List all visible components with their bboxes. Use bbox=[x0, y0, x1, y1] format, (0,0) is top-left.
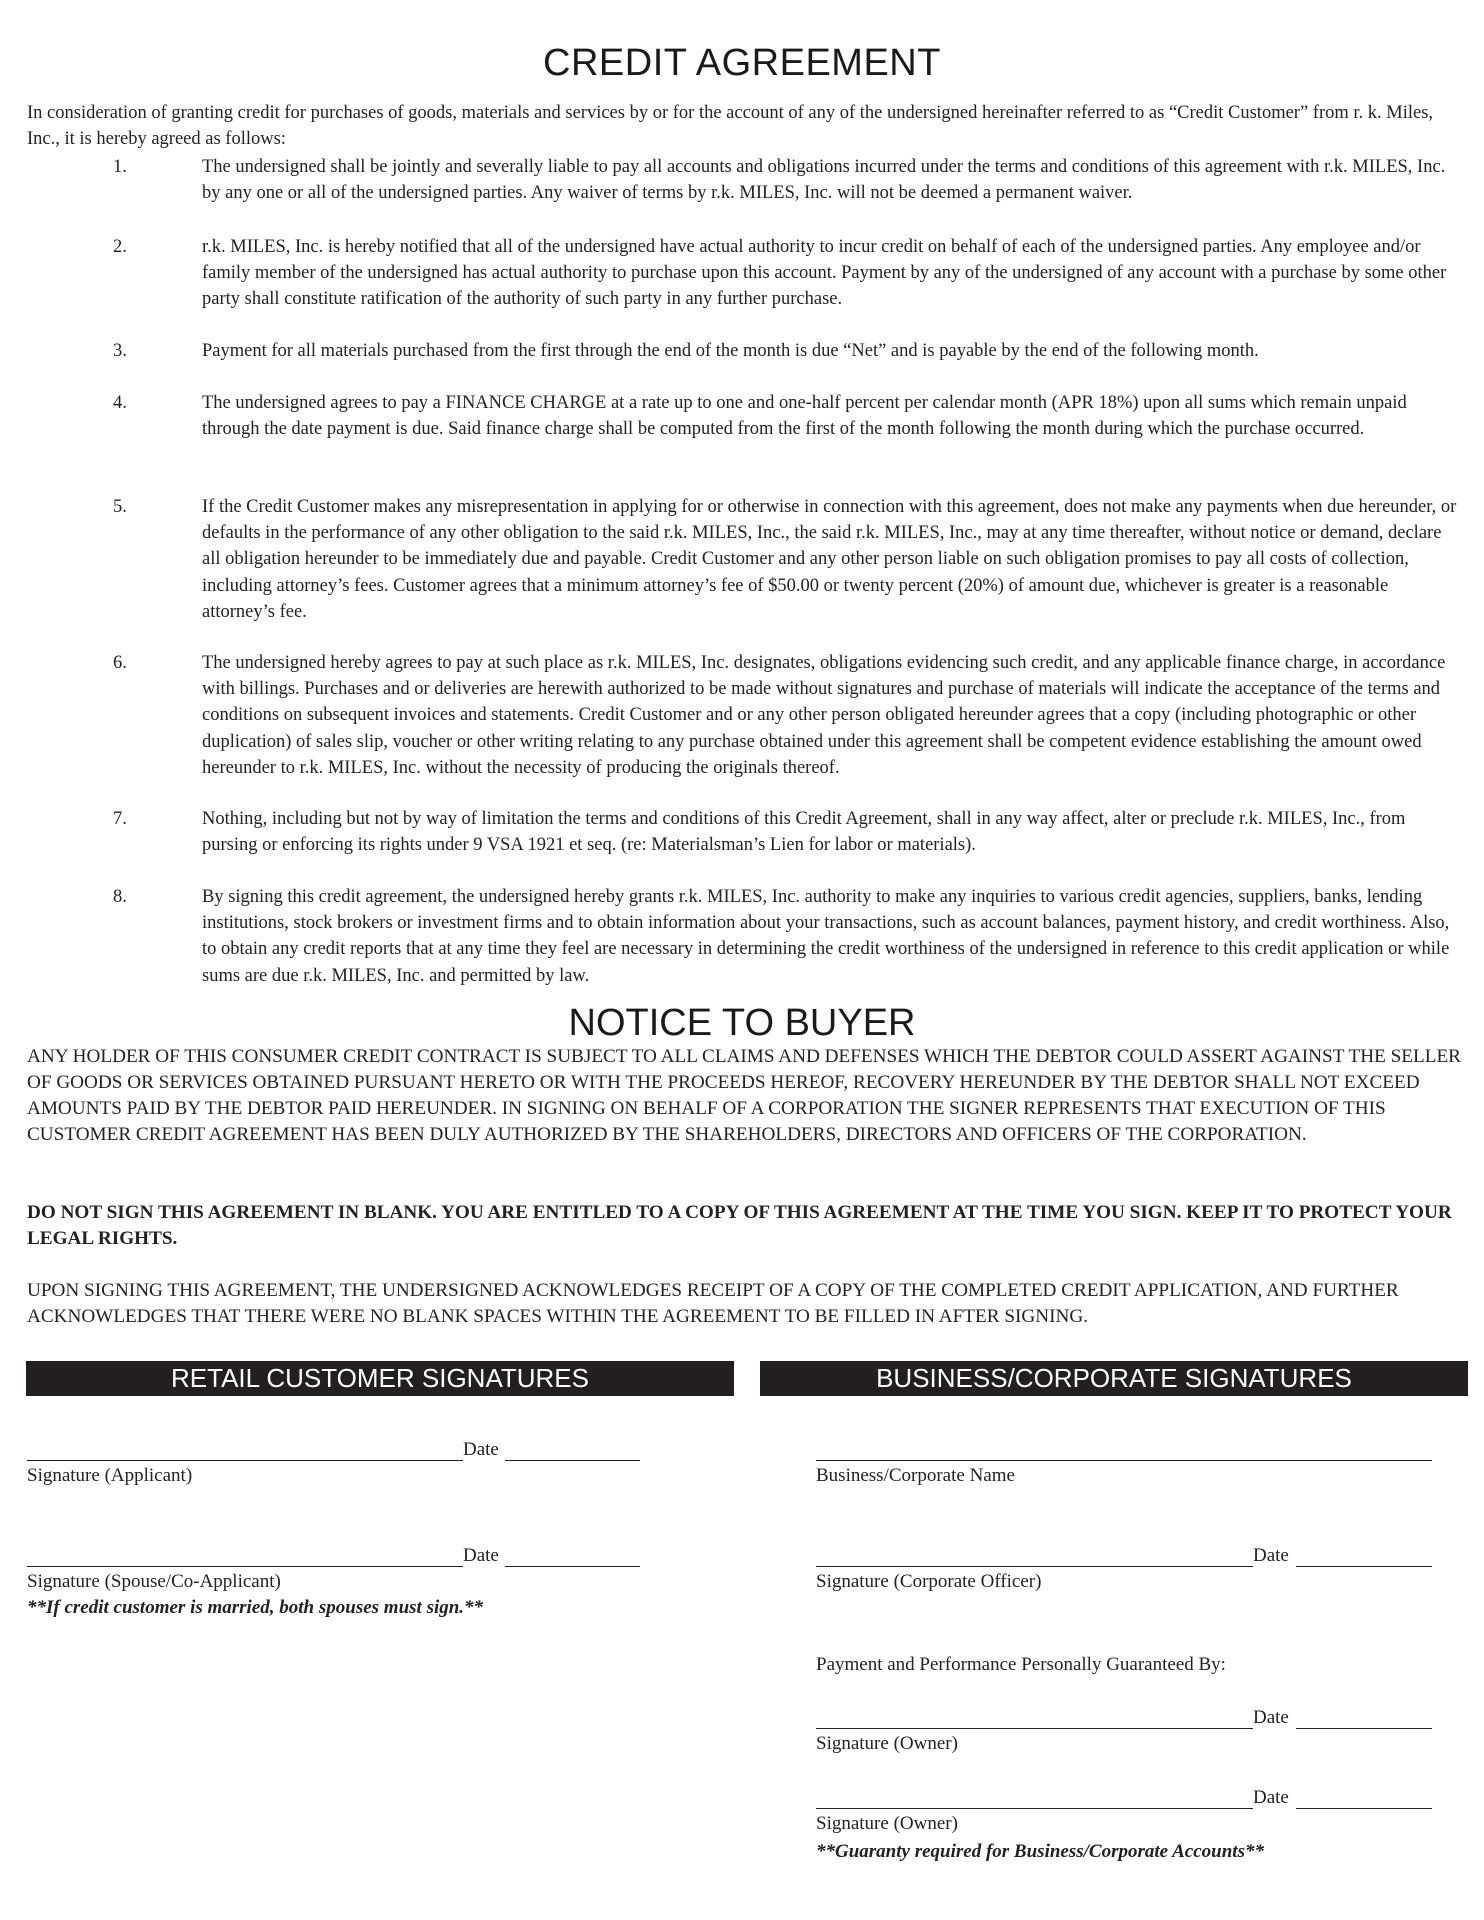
notice-title: NOTICE TO BUYER bbox=[568, 1002, 916, 1044]
business-signatures-header: BUSINESS/CORPORATE SIGNATURES bbox=[760, 1361, 1468, 1396]
term-text: Nothing, including but not by way of limitation the terms and conditions of this Credit Agreement, shall in any way affect, alter or preclude r.k. MILES, Inc., from pursing or enforcing its rights under 9 VSA 1921 et seq. (re: Materialsman’s Lien for labor or materials). bbox=[202, 809, 1406, 856]
term-text: Payment for all materials purchased from the first through the end of the month is due “Net” and is payable by the end of the following month. bbox=[202, 341, 1259, 361]
corporate-name-label: Business/Corporate Name bbox=[816, 1465, 1015, 1486]
owner-signature-label: Signature (Owner) bbox=[816, 1813, 958, 1834]
term-number: 6. bbox=[113, 653, 127, 673]
owner-date-line-2[interactable] bbox=[1296, 1808, 1432, 1809]
corporate-name-line[interactable] bbox=[816, 1460, 1432, 1461]
date-label: Date bbox=[1253, 1545, 1289, 1566]
term-number: 5. bbox=[113, 497, 127, 517]
officer-signature-line[interactable] bbox=[816, 1566, 1253, 1567]
term-text: The undersigned hereby agrees to pay at such place as r.k. MILES, Inc. designates, obligations evidencing such credit, and any applicable finance charge, in accordance with billings. Purchases and or deliveries are herewith authorized to be made without signatures and purchase of materials will indicate the acceptance of the terms and conditions on subsequent invoices and statements. Credit Customer and or any other person obligated hereunder agrees that a copy (including photographic or other duplication) of sales slip, voucher or other writing relating to any purchase obtained under this agreement shall be competent evidence establishing the amount owed hereunder to r.k. MILES, Inc. without the necessity of producing the originals thereof. bbox=[202, 653, 1446, 778]
applicant-signature-line[interactable] bbox=[27, 1460, 463, 1461]
term-text: r.k. MILES, Inc. is hereby notified that all of the undersigned have actual authority to incur credit on behalf of each of the undersigned parties. Any employee and/or family member of the undersigned has actual authority to purchase upon this account. Payment by any of the undersigned of any account with a purchase by some other party shall constitute ratification of the authority of such party in any further purchase. bbox=[202, 237, 1447, 310]
date-label: Date bbox=[1253, 1707, 1289, 1728]
owner-date-line-1[interactable] bbox=[1296, 1728, 1432, 1729]
retail-signatures-header: RETAIL CUSTOMER SIGNATURES bbox=[26, 1361, 734, 1396]
owner-signature-line-2[interactable] bbox=[816, 1808, 1253, 1809]
spouse-signature-label: Signature (Spouse/Co-Applicant) bbox=[27, 1571, 281, 1592]
intro-paragraph: In consideration of granting credit for purchases of goods, materials and services by or for the account of any of the undersigned hereinafter referred to as “Credit Customer” from r. k. Miles, Inc., it is hereby agreed as follows: bbox=[27, 103, 1434, 149]
term-number: 1. bbox=[113, 157, 127, 177]
guaranty-note: **Guaranty required for Business/Corporate Accounts** bbox=[816, 1841, 1264, 1862]
term-text: If the Credit Customer makes any misrepresentation in applying for or otherwise in connection with this agreement, does not make any payments when due hereunder, or defaults in the performance of any other obligation to the said r.k. MILES, Inc., the said r.k. MILES, Inc., may at any time thereafter, without notice or demand, declare all obligation hereunder to be immediately due and payable. Credit Customer and any other person liable on such obligation promises to pay all costs of collection, including attorney’s fees. Customer agrees that a minimum attorney’s fee of $50.00 or twenty percent (20%) of amount due, whichever is greater is a reasonable attorney’s fee. bbox=[202, 497, 1457, 622]
notice-paragraph: ANY HOLDER OF THIS CONSUMER CREDIT CONTRACT IS SUBJECT TO ALL CLAIMS AND DEFENSES WHICH THE DEBTOR COULD ASSERT AGAINST THE SELLER OF GOODS OR SERVICES OBTAINED PURSUANT HERETO OR WITH THE PROCEEDS HEREOF, RECOVERY HEREUNDER BY THE DEBTOR SHALL NOT EXCEED AMOUNTS PAID BY THE DEBTOR PAID HEREUNDER. IN SIGNING ON BEHALF OF A CORPORATION THE SIGNER REPRESENTS THAT EXECUTION OF THIS CUSTOMER CREDIT AGREEMENT HAS BEEN DULY AUTHORIZED BY THE SHAREHOLDERS, DIRECTORS AND OFFICERS OF THE CORPORATION. bbox=[27, 1046, 1461, 1145]
owner-signature-line-1[interactable] bbox=[816, 1728, 1253, 1729]
officer-signature-label: Signature (Corporate Officer) bbox=[816, 1571, 1042, 1592]
spouse-date-line[interactable] bbox=[505, 1566, 640, 1567]
date-label: Date bbox=[1253, 1787, 1289, 1808]
term-text: By signing this credit agreement, the undersigned hereby grants r.k. MILES, Inc. authority to make any inquiries to various credit agencies, suppliers, banks, lending institutions, stock brokers or investment firms and to obtain information about your transactions, such as account balances, payment history, and credit worthiness. Also, to obtain any credit reports that at any time they feel are necessary in determining the credit worthiness of the undersigned in reference to this credit application or while sums are due r.k. MILES, Inc. and permitted by law. bbox=[202, 887, 1450, 986]
date-label: Date bbox=[463, 1545, 499, 1566]
term-number: 8. bbox=[113, 887, 127, 907]
warning-paragraph: DO NOT SIGN THIS AGREEMENT IN BLANK. YOU ARE ENTITLED TO A COPY OF THIS AGREEMENT AT THE TIME YOU SIGN. KEEP IT TO PROTECT YOUR LEGAL RIGHTS. bbox=[27, 1202, 1452, 1249]
owner-signature-label: Signature (Owner) bbox=[816, 1733, 958, 1754]
applicant-signature-label: Signature (Applicant) bbox=[27, 1465, 193, 1486]
term-text: The undersigned shall be jointly and severally liable to pay all accounts and obligations incurred under the terms and conditions of this agreement with r.k. MILES, Inc. by any one or all of the undersigned parties. Any waiver of terms by r.k. MILES, Inc. will not be deemed a permanent waiver. bbox=[202, 157, 1446, 204]
officer-date-line[interactable] bbox=[1296, 1566, 1432, 1567]
term-number: 2. bbox=[113, 237, 127, 257]
term-number: 3. bbox=[113, 341, 127, 361]
applicant-date-line[interactable] bbox=[505, 1460, 640, 1461]
term-number: 7. bbox=[113, 809, 127, 829]
term-number: 4. bbox=[113, 393, 127, 413]
date-label: Date bbox=[463, 1439, 499, 1460]
guarantee-heading: Payment and Performance Personally Guaranteed By: bbox=[816, 1654, 1226, 1675]
acknowledgement-paragraph: UPON SIGNING THIS AGREEMENT, THE UNDERSIGNED ACKNOWLEDGES RECEIPT OF A COPY OF THE COMPLETED CREDIT APPLICATION, AND FURTHER ACKNOWLEDGES THAT THERE WERE NO BLANK SPACES WITHIN THE AGREEMENT TO BE FILLED IN AFTER SIGNING. bbox=[27, 1280, 1399, 1327]
spouse-signature-line[interactable] bbox=[27, 1566, 463, 1567]
term-text: The undersigned agrees to pay a FINANCE CHARGE at a rate up to one and one-half percent per calendar month (APR 18%) upon all sums which remain unpaid through the date payment is due. Said finance charge shall be computed from the first of the month following the month during which the purchase occurred. bbox=[202, 393, 1407, 440]
page-title: CREDIT AGREEMENT bbox=[543, 42, 941, 84]
married-note: **If credit customer is married, both spouses must sign.** bbox=[27, 1597, 484, 1618]
